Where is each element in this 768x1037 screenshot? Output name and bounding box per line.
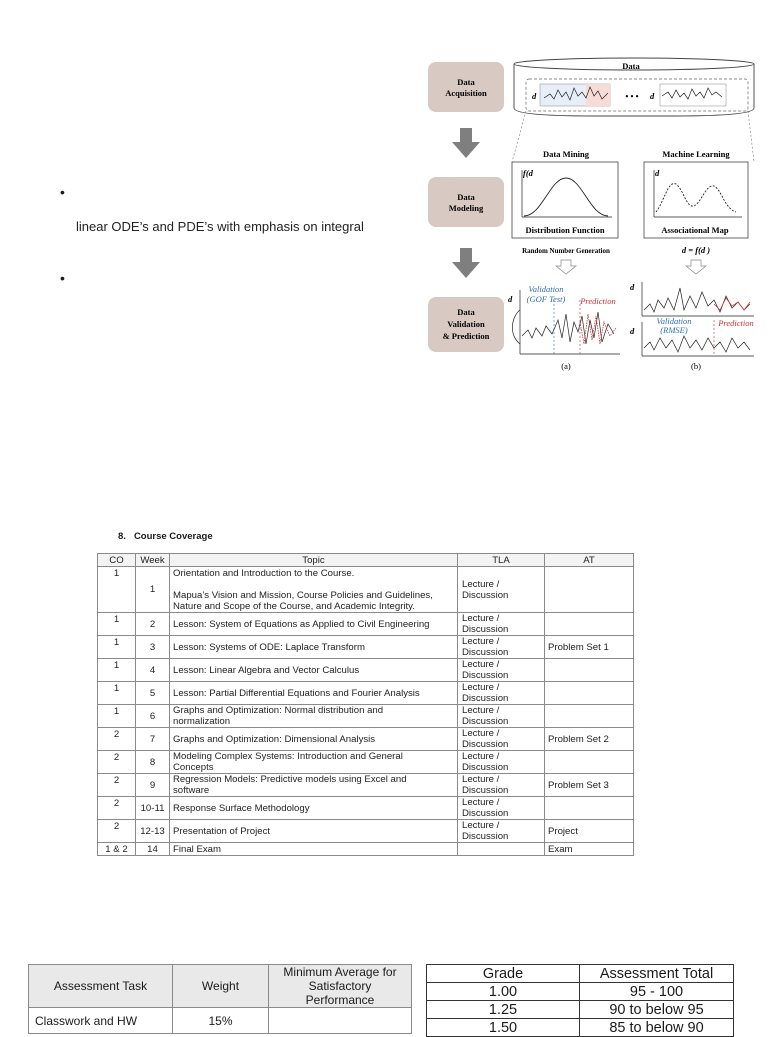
week-cell: 3 (136, 636, 170, 659)
validation-plot-a (508, 284, 620, 371)
tla-cell: Lecture / Discussion (458, 567, 545, 613)
assessment-min-cell (269, 1008, 412, 1034)
topic-cell: Modeling Complex Systems: Introduction and General Concepts (170, 751, 458, 774)
table-row (29, 1008, 412, 1034)
col-at: AT (545, 554, 634, 567)
table-row (98, 636, 634, 659)
section-title: Course Coverage (133, 531, 213, 542)
col-minimum-average: Minimum Average for Satisfactory Performance (269, 965, 412, 1008)
co-cell: 1 & 2 (98, 843, 136, 856)
step-validation-line3: & Prediction (442, 331, 490, 341)
col-topic: Topic (170, 554, 458, 567)
topic-cell: Lesson: Linear Algebra and Vector Calculus (170, 659, 458, 682)
at-cell (545, 659, 634, 682)
topic-cell: Graphs and Optimization: Normal distribution and normalization (170, 705, 458, 728)
bullet-1: • (60, 184, 65, 200)
week-cell: 2 (136, 613, 170, 636)
total-cell: 90 to below 95 (580, 1001, 734, 1019)
tla-cell: Lecture / Discussion (458, 613, 545, 636)
tla-cell: Lecture / Discussion (458, 728, 545, 751)
col-assessment-total: Assessment Total (580, 965, 734, 983)
step-acquisition (428, 62, 504, 112)
co-cell: 1 (98, 705, 136, 728)
table-row (98, 797, 634, 820)
table-row (427, 1019, 734, 1037)
tla-cell: Lecture / Discussion (458, 774, 545, 797)
f-d1-label: f(d (523, 168, 533, 178)
co-cell: 2 (98, 797, 136, 820)
col-assessment-task: Assessment Task (29, 965, 173, 1008)
week-cell: 6 (136, 705, 170, 728)
co-cell: 1 (98, 567, 136, 613)
table-row (98, 751, 634, 774)
at-cell: Problem Set 3 (545, 774, 634, 797)
dn-axis-label-b: d (630, 326, 635, 336)
at-cell (545, 751, 634, 774)
at-cell: Exam (545, 843, 634, 856)
data-flow-figure (424, 52, 764, 374)
arrow-down-icon (452, 128, 480, 158)
step-validation (428, 297, 504, 352)
grade-table (426, 964, 734, 1037)
hollow-arrow-icon (686, 260, 706, 274)
prediction-label-a: Prediction (580, 296, 616, 306)
co-cell: 1 (98, 636, 136, 659)
table-row (98, 613, 634, 636)
co-cell: 2 (98, 728, 136, 751)
course-coverage-title (118, 531, 213, 542)
dn-label: d (650, 91, 655, 101)
col-tla: TLA (458, 554, 545, 567)
topic-cell: Response Surface Methodology (170, 797, 458, 820)
co-cell: 2 (98, 820, 136, 843)
d1-label: d (532, 91, 537, 101)
data-mining-title: Data Mining (542, 149, 590, 159)
coverage-header-row (98, 554, 634, 567)
co-cell: 2 (98, 751, 136, 774)
topic-cell: Presentation of Project (170, 820, 458, 843)
distribution-panel (512, 162, 618, 238)
at-cell (545, 682, 634, 705)
table-row (98, 567, 634, 613)
grade-cell: 1.50 (427, 1019, 580, 1037)
tla-cell: Lecture / Discussion (458, 682, 545, 705)
validation-plot-b (630, 282, 754, 371)
associational-map-panel (644, 162, 748, 238)
col-weight: Weight (173, 965, 269, 1008)
random-number-generation-label: Random Number Generation (522, 247, 610, 255)
tla-cell (458, 843, 545, 856)
tla-cell: Lecture / Discussion (458, 797, 545, 820)
table-row (98, 705, 634, 728)
step-validation-line2: Validation (447, 319, 485, 329)
col-week: Week (136, 554, 170, 567)
assessment-task-cell: Classwork and HW (29, 1008, 173, 1034)
table-row (98, 774, 634, 797)
topic-cell: Lesson: Systems of ODE: Laplace Transform (170, 636, 458, 659)
at-cell (545, 567, 634, 613)
data-label: Data (622, 61, 640, 71)
tla-cell: Lecture / Discussion (458, 659, 545, 682)
grade-cell: 1.25 (427, 1001, 580, 1019)
step-acquisition-line1: Data (457, 77, 475, 87)
step-acquisition-line2: Acquisition (445, 88, 487, 98)
table-row (98, 682, 634, 705)
topic-cell: Lesson: Partial Differential Equations and Fourier Analysis (170, 682, 458, 705)
data-cylinder (512, 58, 754, 162)
intro-text: linear ODE’s and PDE’s with emphasis on integral (76, 219, 364, 234)
tla-cell: Lecture / Discussion (458, 705, 545, 728)
hollow-arrow-icon (556, 260, 576, 274)
tla-cell: Lecture / Discussion (458, 636, 545, 659)
col-grade: Grade (427, 965, 580, 983)
week-cell: 9 (136, 774, 170, 797)
rmse-label: (RMSE) (660, 325, 688, 335)
co-cell: 1 (98, 613, 136, 636)
assessment-table (28, 964, 412, 1034)
at-cell (545, 705, 634, 728)
week-cell: 5 (136, 682, 170, 705)
validation-label-a: Validation (528, 284, 564, 294)
table-row (427, 1001, 734, 1019)
at-cell (545, 797, 634, 820)
topic-cell: Lesson: System of Equations as Applied to Civil Engineering (170, 613, 458, 636)
week-cell: 1 (136, 567, 170, 613)
col-co: CO (98, 554, 136, 567)
label-a: (a) (561, 361, 571, 371)
step-validation-line1: Data (457, 307, 475, 317)
grade-header-row (427, 965, 734, 983)
step-modeling (428, 177, 504, 227)
prediction-label-b: Prediction (718, 318, 754, 328)
co-cell: 2 (98, 774, 136, 797)
grade-cell: 1.00 (427, 983, 580, 1001)
week-cell: 10-11 (136, 797, 170, 820)
d1-axis-label: d (508, 294, 513, 304)
dn-axis-label: d (655, 168, 660, 178)
total-cell: 95 - 100 (580, 983, 734, 1001)
step-modeling-line2: Modeling (448, 203, 484, 213)
course-coverage-table (97, 553, 634, 856)
week-cell: 4 (136, 659, 170, 682)
table-row (98, 659, 634, 682)
at-cell: Problem Set 2 (545, 728, 634, 751)
dn-equation-label: d = f(d ) (681, 245, 711, 255)
arrow-down-icon (452, 248, 480, 278)
associational-map-label: Associational Map (661, 225, 729, 235)
topic-cell: Final Exam (170, 843, 458, 856)
distribution-function-label: Distribution Function (525, 225, 605, 235)
table-row (427, 983, 734, 1001)
section-number: 8. (118, 531, 126, 542)
table-row (98, 820, 634, 843)
total-cell: 85 to below 90 (580, 1019, 734, 1037)
topic-cell: Regression Models: Predictive models using Excel and software (170, 774, 458, 797)
step-modeling-line1: Data (457, 192, 475, 202)
tla-cell: Lecture / Discussion (458, 820, 545, 843)
table-row (98, 728, 634, 751)
machine-learning-title: Machine Learning (662, 149, 730, 159)
d1-axis-label-b: d (630, 282, 635, 292)
week-cell: 7 (136, 728, 170, 751)
assessment-header-row (29, 965, 412, 1008)
topic-cell: Graphs and Optimization: Dimensional Analysis (170, 728, 458, 751)
dots-label: • • • (625, 91, 639, 101)
validation-label-b: Validation (656, 316, 692, 326)
bullet-2: • (60, 270, 65, 286)
at-cell: Project (545, 820, 634, 843)
co-cell: 1 (98, 659, 136, 682)
tla-cell: Lecture / Discussion (458, 751, 545, 774)
week-cell: 12-13 (136, 820, 170, 843)
week-cell: 8 (136, 751, 170, 774)
gof-test-label: (GOF Test) (526, 294, 566, 304)
assessment-weight-cell: 15% (173, 1008, 269, 1034)
table-row (98, 843, 634, 856)
co-cell: 1 (98, 682, 136, 705)
week-cell: 14 (136, 843, 170, 856)
label-b: (b) (691, 361, 701, 371)
at-cell: Problem Set 1 (545, 636, 634, 659)
topic-cell: Orientation and Introduction to the Course. Mapua’s Vision and Mission, Course Policies and Guidelines, Nature and Scope of the Course, and Academic Integrity. (170, 567, 458, 613)
at-cell (545, 613, 634, 636)
